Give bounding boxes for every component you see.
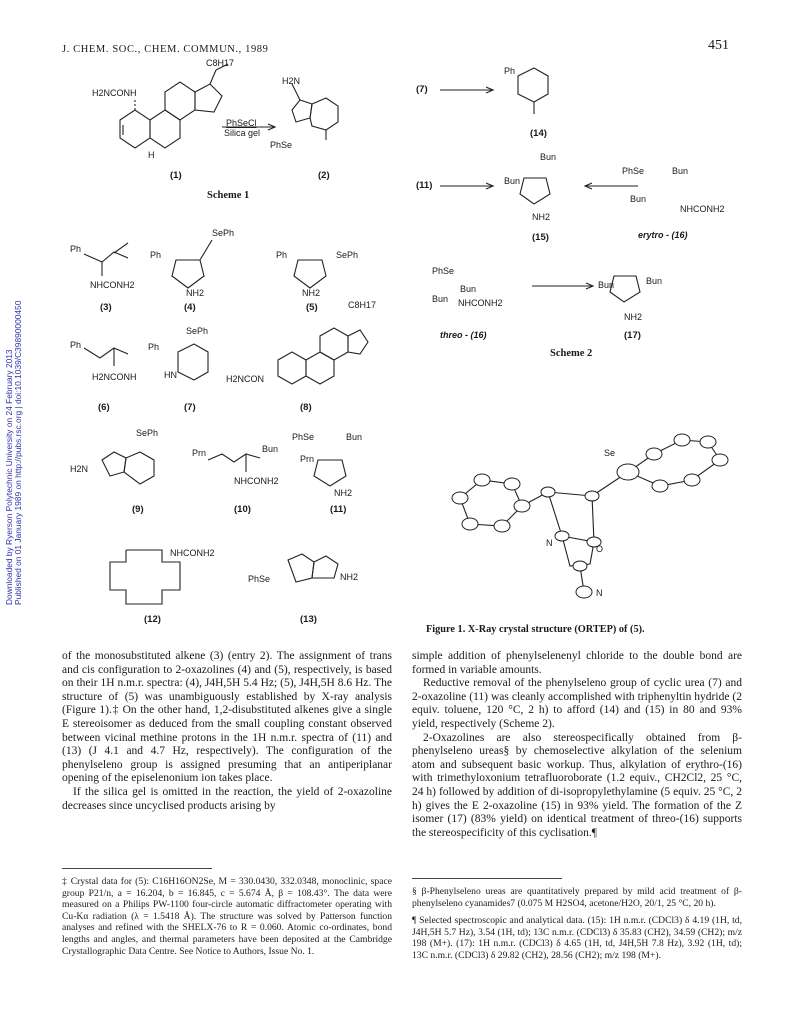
se-atom-label: Se bbox=[604, 448, 616, 458]
prn-label-10: Prn bbox=[192, 448, 207, 458]
ph-label-6: Ph bbox=[70, 340, 82, 350]
phse-label: PhSe bbox=[270, 140, 293, 150]
c8h17-label: C8H17 bbox=[206, 58, 235, 68]
label-6: (6) bbox=[98, 402, 110, 413]
structure-7 bbox=[164, 338, 224, 398]
ph-label-3: Ph bbox=[70, 244, 82, 254]
nhconh2-label-t16: NHCONH2 bbox=[458, 298, 503, 308]
s2-label-11: (11) bbox=[416, 180, 433, 191]
reaction-arrow-1 bbox=[222, 124, 278, 132]
hn-label-7: HN bbox=[164, 370, 177, 380]
nh2-label-4: NH2 bbox=[186, 288, 205, 298]
right-column-text bbox=[412, 650, 742, 840]
label-10: (10) bbox=[234, 504, 251, 515]
label-12: (12) bbox=[144, 614, 161, 625]
ph-label-14: Ph bbox=[504, 66, 516, 76]
phse-label-11: PhSe bbox=[292, 432, 315, 442]
arrow-11-15 bbox=[440, 182, 500, 190]
label-1: (1) bbox=[170, 170, 182, 181]
arrow-7-14 bbox=[440, 86, 500, 94]
reagent-phsecl: PhSeCl bbox=[226, 118, 257, 128]
nhconh2-label-10: NHCONH2 bbox=[234, 476, 279, 486]
c8h17-label-8: C8H17 bbox=[348, 300, 377, 310]
nh2-label-13: NH2 bbox=[340, 572, 359, 582]
seph-label-7: SePh bbox=[186, 326, 209, 336]
h2nconh-label: H2NCONH bbox=[92, 88, 137, 98]
arrow-16-15 bbox=[582, 182, 642, 190]
label-13: (13) bbox=[300, 614, 317, 625]
bun-label-11: Bun bbox=[346, 432, 363, 442]
seph-label-4: SePh bbox=[212, 228, 235, 238]
phse-label-e16: PhSe bbox=[622, 166, 645, 176]
phse-label-t16: PhSe bbox=[432, 266, 455, 276]
bun-label-17b: Bun bbox=[646, 276, 663, 286]
bun-label-e16: Bun bbox=[672, 166, 689, 176]
footnote-rule-right bbox=[412, 878, 562, 879]
o-atom-label: O bbox=[596, 544, 604, 554]
bun-label-17a: Bun bbox=[598, 280, 615, 290]
bun-label-t16b: Bun bbox=[432, 294, 449, 304]
label-11: (11) bbox=[330, 504, 347, 515]
figure-1-caption: Figure 1. X-Ray crystal structure (ORTEP) of (5). bbox=[426, 624, 645, 635]
h2ncon-label-8: H2NCON bbox=[226, 374, 265, 384]
right-paragraph-3: 2-Oxazolines are also stereospecifically obtained from β-phenylseleno ureas§ by chemoselective alkylation of the selenium atom and subsequent basic workup. Thus, alkylation of erythro-(16) with trimethyloxonium tetrafluoroborate (1.2 equiv., CH2Cl2, 25 °C, 24 h) followed by addition of di-isopropylethylamine (5 equiv. 25 °C, 2 h) gives the E 2-oxazoline (15) in 93% yield. The formation of the Z isomer (17) (83% yield) on identical treatment of threo-(16) supports the stereospecificity of this cyclisation.¶ bbox=[412, 731, 742, 839]
label-7: (7) bbox=[184, 402, 196, 413]
crystal-data-footnote: ‡ Crystal data for (5): C16H16ON2Se, M = 330.0430, 332.0348, monoclinic, space group P21/n, a = 16.204, b = 16.845, c = 5.674 Å, β = 108.43°. The data were measured on a Philips PW-1100 four-circle automatic diffractometer operating with Cu-Kα radiation (λ = 1.5418 Å). The structure was solved by Patterson function analyses and refined with the SHELX-76 to R = 0.060. Atomic co-ordinates, bond lengths and angles, and thermal parameters have been deposited at the Cambridge Crystallographic Data Centre. See Notice to Authors, Issue No. 1. bbox=[62, 876, 392, 957]
ph-label-7: Ph bbox=[148, 342, 160, 352]
bun-label-t16: Bun bbox=[460, 284, 477, 294]
bun-label-10: Bun bbox=[262, 444, 279, 454]
ortep-figure bbox=[420, 388, 750, 618]
label-3: (3) bbox=[100, 302, 112, 313]
footnote-pilcrow: ¶ Selected spectroscopic and analytical data. (15): 1H n.m.r. (CDCl3) δ 4.19 (1H, td, J4H,5H 5.7 Hz), 3.54 (1H, td); 13C n.m.r. (CDCl3) δ 35.83 (CH2), 34.59 (CH2); m/z 198 (M+). (17): 1H n.m.r. (CDCl3) δ 4.65 (1H, td, J4H,5H 7.8 Hz), 3.92 (1H, td); 13C n.m.r. (CDCl3) δ 29.82 (CH2), 28.56 (CH2); m/z 198 (M+). bbox=[412, 915, 742, 961]
s2-label-17: (17) bbox=[624, 330, 641, 341]
page-number: 451 bbox=[708, 38, 729, 53]
h2n-label-9: H2N bbox=[70, 464, 89, 474]
nh2-label-15: NH2 bbox=[532, 212, 551, 222]
footnote-section: § β-Phenylseleno ureas are quantitatively prepared by mild acid treatment of β-phenylseleno cyanamides7 (0.075 M H2SO4, acetone/H2O, 20/1, 25 °C, 20 h). bbox=[412, 886, 742, 909]
label-8: (8) bbox=[300, 402, 312, 413]
left-column-text bbox=[62, 650, 392, 813]
seph-label-9: SePh bbox=[136, 428, 159, 438]
nhconh2-label-e16: NHCONH2 bbox=[680, 204, 725, 214]
bun-label-e16b: Bun bbox=[630, 194, 647, 204]
h2nconh-label-6: H2NCONH bbox=[92, 372, 137, 382]
structure-9 bbox=[92, 440, 172, 500]
label-9: (9) bbox=[132, 504, 144, 515]
label-5: (5) bbox=[306, 302, 318, 313]
phse-label-13: PhSe bbox=[248, 574, 271, 584]
reagent-silica: Silica gel bbox=[224, 128, 261, 138]
n-atom-label: N bbox=[546, 538, 553, 548]
nhconh2-label-12: NHCONH2 bbox=[170, 548, 215, 558]
download-watermark bbox=[0, 0, 23, 1032]
journal-header: J. CHEM. SOC., CHEM. COMMUN., 1989 bbox=[62, 44, 269, 55]
steroid-1-structure bbox=[100, 60, 240, 170]
ph-label-5: Ph bbox=[276, 250, 288, 260]
scheme-1-caption: Scheme 1 bbox=[207, 190, 250, 201]
nh2-label-11: NH2 bbox=[334, 488, 353, 498]
s2-label-7: (7) bbox=[416, 84, 428, 95]
nh2-label-17: NH2 bbox=[624, 312, 643, 322]
ph-label-4: Ph bbox=[150, 250, 162, 260]
scheme-2-caption: Scheme 2 bbox=[550, 348, 593, 359]
h2n-label: H2N bbox=[282, 76, 301, 86]
right-paragraph-2: Reductive removal of the phenylseleno group of cyclic urea (7) and 2-oxazoline (11) was cleanly accomplished with triphenyltin hydride (2 equiv. toluene, 120 °C, 2 h) to afford (14) and (15) in 80 and 93% yield, respectively (Scheme 2). bbox=[412, 677, 742, 730]
label-2: (2) bbox=[318, 170, 330, 181]
bun-label-15b: Bun bbox=[504, 176, 521, 186]
structure-13 bbox=[268, 540, 348, 610]
s2-label-15: (15) bbox=[532, 232, 549, 243]
right-paragraph-1: simple addition of phenylselenenyl chloride to the double bond are formed in variable amounts. bbox=[412, 650, 742, 676]
nhconh2-label-3: NHCONH2 bbox=[90, 280, 135, 290]
label-4: (4) bbox=[184, 302, 196, 313]
structure-15 bbox=[508, 160, 578, 220]
arrow-16-17 bbox=[532, 282, 602, 290]
seph-label-5: SePh bbox=[336, 250, 359, 260]
left-paragraph-2: If the silica gel is omitted in the reaction, the yield of 2-oxazoline decreases since uncyclised products arising by bbox=[62, 785, 392, 812]
left-paragraph-1: of the monosubstituted alkene (3) (entry 2). The assignment of trans and cis configuration to 2-oxazolines (4) and (5), respectively, is based on their 1H n.m.r. spectra: (4), J4H,5H 5.4 Hz; (5), J4H,5H 8.6 Hz. The structure of (5) was unambiguously established by X-ray analysis (Figure 1).‡ On the other hand, 1,2-disubstituted alkenes give a single E stereoisomer as deduced from the small coupling constant observed between vicinal methine protons in the 1H n.m.r. spectra of (11) and (13) (J 4.1 and 4.7 Hz, respectively). The configuration of the phenylseleno group is assigned presuming that an antiperiplanar opening of the episelenonium ion takes place. bbox=[62, 650, 392, 785]
erytro-16-label: erytro - (16) bbox=[638, 230, 688, 240]
s2-label-14: (14) bbox=[530, 128, 547, 139]
footnote-rule-left bbox=[62, 868, 212, 869]
n2-atom-label: N bbox=[596, 588, 603, 598]
download-line: Downloaded by Ryerson Polytechnic University on 24 February 2013 bbox=[4, 349, 14, 605]
nh2-label-5: NH2 bbox=[302, 288, 321, 298]
h-label: H bbox=[148, 150, 155, 160]
threo-16-label: threo - (16) bbox=[440, 330, 487, 340]
published-line: Published on 01 January 1989 on http://pubs.rsc.org | doi:10.1039/C39890000450 bbox=[13, 300, 23, 605]
prn-label-11: Prn bbox=[300, 454, 315, 464]
structure-8 bbox=[260, 300, 370, 410]
bun-label-15a: Bun bbox=[540, 152, 557, 162]
left-footnotes bbox=[62, 876, 392, 963]
right-footnotes bbox=[412, 886, 742, 968]
